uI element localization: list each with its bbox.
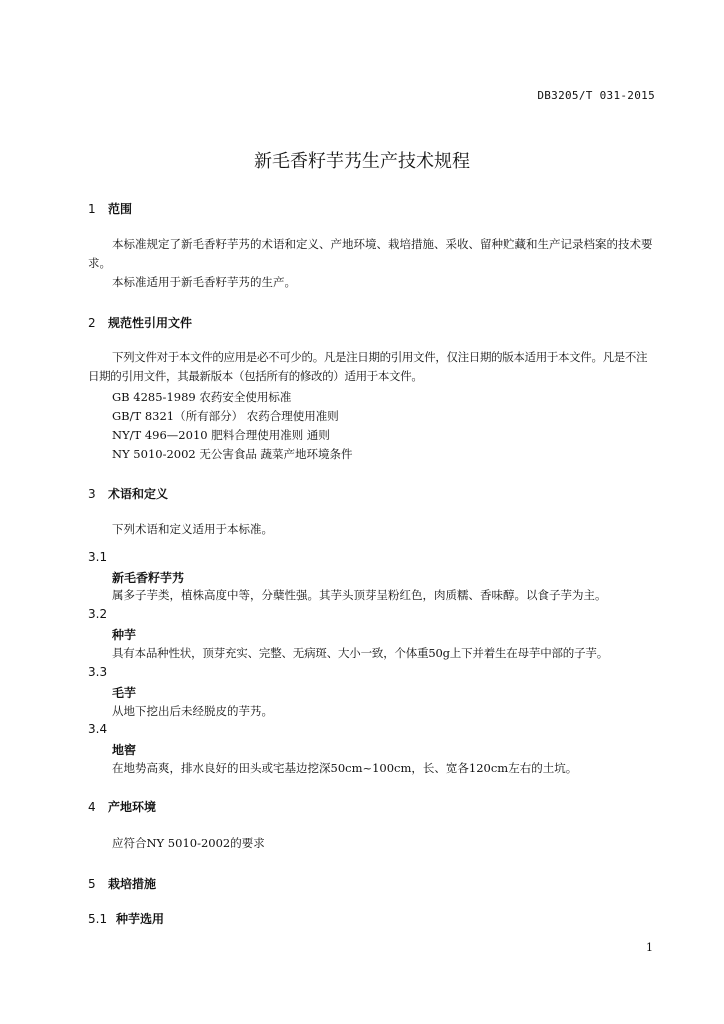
- term-number: 3.3: [88, 665, 108, 679]
- term-definition: 具有本品种性状，顶芽充实、完整、无病斑、大小一致，个体重50g上下并着生在母芋中部的子芋。: [112, 646, 608, 660]
- section-4-heading: [88, 798, 156, 815]
- term-definition: 在地势高爽，排水良好的田头或宅基边挖深50cm~100cm，长、宽各120cm左右的土坑。: [112, 761, 578, 775]
- section-1-paragraph-1: 本标准规定了新毛香籽芋艿的术语和定义、产地环境、栽培措施、采收、留种贮藏和生产记录档案的技术要求。: [88, 237, 653, 270]
- reference-item: NY/T 496—2010 肥料合理使用准则 通则: [112, 428, 330, 442]
- section-title: 术语和定义: [108, 487, 169, 501]
- term-number: 3.4: [88, 722, 108, 736]
- section-number: 4: [88, 800, 96, 814]
- section-number: 5: [88, 877, 96, 891]
- section-number: 2: [88, 316, 96, 330]
- subsection-title: 种芋选用: [116, 912, 165, 926]
- section-title: 规范性引用文件: [108, 316, 193, 330]
- term-name: 毛芋: [112, 686, 137, 700]
- reference-item: GB/T 8321（所有部分） 农药合理使用准则: [112, 409, 339, 423]
- subsection-number: 5.1: [88, 912, 108, 926]
- document-code: DB3205/T 031-2015: [537, 89, 655, 102]
- term-name: 新毛香籽芋艿: [112, 571, 185, 585]
- term-number: 3.2: [88, 607, 108, 621]
- subsection-5-1-heading: [88, 910, 164, 927]
- section-2-heading: [88, 314, 192, 331]
- section-1-heading: [88, 200, 132, 217]
- section-number: 3: [88, 487, 96, 501]
- section-title: 范围: [108, 202, 133, 216]
- section-3-intro: 下列术语和定义适用于本标准。: [112, 522, 273, 536]
- term-name: 地窖: [112, 743, 137, 757]
- section-number: 1: [88, 202, 96, 216]
- reference-item: NY 5010-2002 无公害食品 蔬菜产地环境条件: [112, 447, 353, 461]
- section-4-paragraph-1: 应符合NY 5010-2002的要求: [112, 836, 265, 850]
- term-definition: 从地下挖出后未经脱皮的芋艿。: [112, 704, 273, 718]
- section-title: 产地环境: [108, 800, 157, 814]
- section-5-heading: [88, 875, 156, 892]
- reference-item: GB 4285-1989 农药安全使用标准: [112, 390, 292, 404]
- section-title: 栽培措施: [108, 877, 157, 891]
- term-name: 种芋: [112, 628, 137, 642]
- term-number: 3.1: [88, 550, 108, 564]
- page-number: 1: [646, 941, 653, 954]
- term-definition: 属多子芋类，植株高度中等，分蘖性强。其芋头顶芽呈粉红色，肉质糯、香味醇。以食子芋为主。: [112, 588, 607, 602]
- document-title: 新毛香籽芋艿生产技术规程: [254, 151, 470, 172]
- section-1-paragraph-2: 本标准适用于新毛香籽芋艿的生产。: [112, 275, 296, 289]
- section-2-paragraph-1: 下列文件对于本文件的应用是必不可少的。凡是注日期的引用文件，仅注日期的版本适用于本文件。凡是不注日期的引用文件，其最新版本（包括所有的修改的）适用于本文件。: [88, 350, 648, 383]
- section-3-heading: [88, 485, 168, 502]
